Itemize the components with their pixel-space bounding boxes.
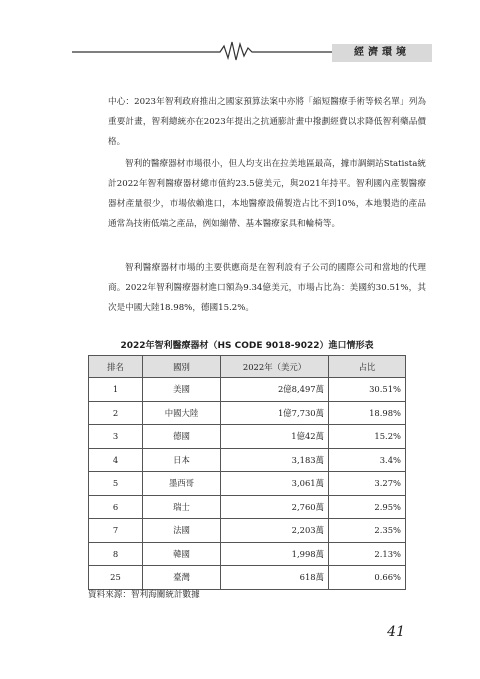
cell-rank: 1 [89, 378, 143, 402]
cell-country: 法國 [143, 519, 221, 543]
header-amount: 2022年（美元） [221, 356, 329, 378]
table-row [89, 542, 406, 566]
cell-share: 18.98% [329, 401, 406, 425]
cell-share: 2.95% [329, 495, 406, 519]
page-number: 41 [387, 624, 405, 640]
cell-share: 15.2% [329, 425, 406, 449]
cell-share: 2.35% [329, 519, 406, 543]
cell-share: 3.27% [329, 472, 406, 496]
header-rank: 排名 [89, 356, 143, 378]
cell-amount: 1,998萬 [221, 542, 329, 566]
cell-rank: 5 [89, 472, 143, 496]
page-header [0, 0, 480, 70]
cell-amount: 3,061萬 [221, 472, 329, 496]
cell-rank: 8 [89, 542, 143, 566]
cell-rank: 4 [89, 448, 143, 472]
cell-country: 德國 [143, 425, 221, 449]
cell-amount: 2,760萬 [221, 495, 329, 519]
cell-country: 臺灣 [143, 566, 221, 590]
table-header-row [89, 356, 406, 378]
header-share: 占比 [329, 356, 406, 378]
cell-rank: 25 [89, 566, 143, 590]
table-row [89, 519, 406, 543]
cell-rank: 2 [89, 401, 143, 425]
cell-country: 墨西哥 [143, 472, 221, 496]
cell-country: 韓國 [143, 542, 221, 566]
cell-amount: 1億42萬 [221, 425, 329, 449]
section-title: 經濟環境 [332, 44, 432, 62]
paragraph-2: 智利的醫療器材市場很小，但人均支出在拉美地區最高，據市調網站Statista統計2022年智利醫療器材總市值約23.5億美元，與2021年持平。智利國內產製醫療器材產量很少，市場依賴進口，本地醫療設備製造占比不到10%，本地製造的產品通常為技術低端之產品，例如繃帶、基本醫療家具和輪椅等。 [108, 159, 426, 229]
cell-country: 日本 [143, 448, 221, 472]
cell-share: 2.13% [329, 542, 406, 566]
cell-rank: 3 [89, 425, 143, 449]
cell-amount: 2億8,497萬 [221, 378, 329, 402]
table-row [89, 401, 406, 425]
cell-share: 3.4% [329, 448, 406, 472]
cell-share: 30.51% [329, 378, 406, 402]
cell-country: 中國大陸 [143, 401, 221, 425]
paragraph-1: 中心：2023年智利政府推出之國家預算法案中亦將「縮短醫療手術等候名單」列為重要計畫，智利總統亦在2023年提出之抗通膨計畫中撥劃經費以求降低智利藥品價格。 [108, 97, 426, 147]
cell-amount: 618萬 [221, 566, 329, 590]
source-note: 資料來源：智利海關統計數據 [88, 590, 200, 600]
table-row [89, 378, 406, 402]
paragraph-3: 智利醫療器材市場的主要供應商是在智利設有子公司的國際公司和當地的代理商。2022年智利醫療器材進口額為9.34億美元，市場占比為：美國約30.51%，其次是中國大陸18.98%，德國15.2%。 [108, 263, 426, 313]
cell-country: 美國 [143, 378, 221, 402]
cell-country: 瑞士 [143, 495, 221, 519]
cell-amount: 3,183萬 [221, 448, 329, 472]
table-row [89, 448, 406, 472]
cell-rank: 6 [89, 495, 143, 519]
cell-amount: 1億7,730萬 [221, 401, 329, 425]
cell-amount: 2,203萬 [221, 519, 329, 543]
table-row [89, 425, 406, 449]
cell-rank: 7 [89, 519, 143, 543]
table-title: 2022年智利醫療器材（HS CODE 9018-9022）進口情形表 [120, 341, 374, 351]
table-row [89, 472, 406, 496]
import-table [88, 355, 406, 590]
header-country: 國別 [143, 356, 221, 378]
table-row [89, 566, 406, 590]
cell-share: 0.66% [329, 566, 406, 590]
table-row [89, 495, 406, 519]
